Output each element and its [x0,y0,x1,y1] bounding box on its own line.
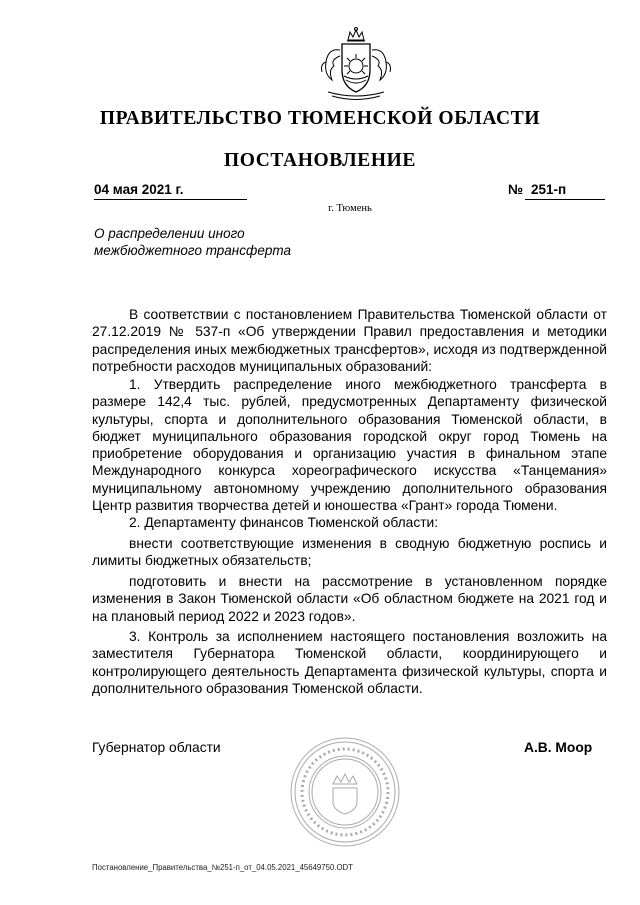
coat-of-arms-icon [314,26,398,104]
item-2b-paragraph: подготовить и внести на рассмотрение в установленном порядке изменения в Закон Тюменской области «Об областном бюджете на 2021 год и на плановый период 2022 и 2023 годов». [92,574,607,624]
item-1-paragraph: 1. Утвердить распределение иного межбюджетного трансферта в размере 142,4 тыс. рублей, предусмотренных Департаменту физической культуры, спорта и дополнительного образования Тюменской области, в бюджет муниципального образования городской округ город Тюмень на приобретение оборудования и организацию участия в финальном этапе Международного конкурса хореографического искусства «Танцемания» муниципальному автономному учреждению дополнительного образования Центр развития творчества детей и юношества «Грант» города Тюмени. [92,377,607,514]
government-title: ПРАВИТЕЛЬСТВО ТЮМЕНСКОЙ ОБЛАСТИ [99,108,541,129]
subject-line-2: межбюджетного трансферта [94,243,292,258]
item-2a-paragraph: внести соответствующие изменения в сводную бюджетную роспись и лимиты бюджетных обязательств; [92,536,607,569]
subject-line-1: О распределении иного [94,226,245,241]
document-type-title: ПОСТАНОВЛЕНИЕ [223,150,417,171]
official-seal-icon [289,736,401,848]
document-number: 251-п [531,182,567,197]
number-sign: № [508,182,524,197]
document-city: г. Тюмень [328,203,372,214]
document-subject [94,225,394,259]
signatory-name: А.В. Моор [524,740,593,755]
document-date: 04 мая 2021 г. [94,182,184,197]
date-underline [94,199,247,200]
signatory-position: Губернатор области [92,740,221,755]
preamble-paragraph: В соответствии с постановлением Правительства Тюменской области от 27.12.2019 № 537-п «Об утверждении Правил предоставления и методики распределения иных межбюджетных трансфертов», исходя из подтвержденной потребности расходов муниципальных образований: [92,307,607,374]
item-2-paragraph: 2. Департаменту финансов Тюменской области: [129,515,439,530]
footer-filename: Постановление_Правительства_№251-п_от_04.05.2021_45649750.ODT [92,863,353,872]
item-3-paragraph: 3. Контроль за исполнением настоящего постановления возложить на заместителя Губернатора Тюменской области, координирующего и контролирующего деятельность Департамента физической культуры, спорта и дополнительного образования Тюменской области. [92,629,607,696]
number-underline [525,199,605,200]
